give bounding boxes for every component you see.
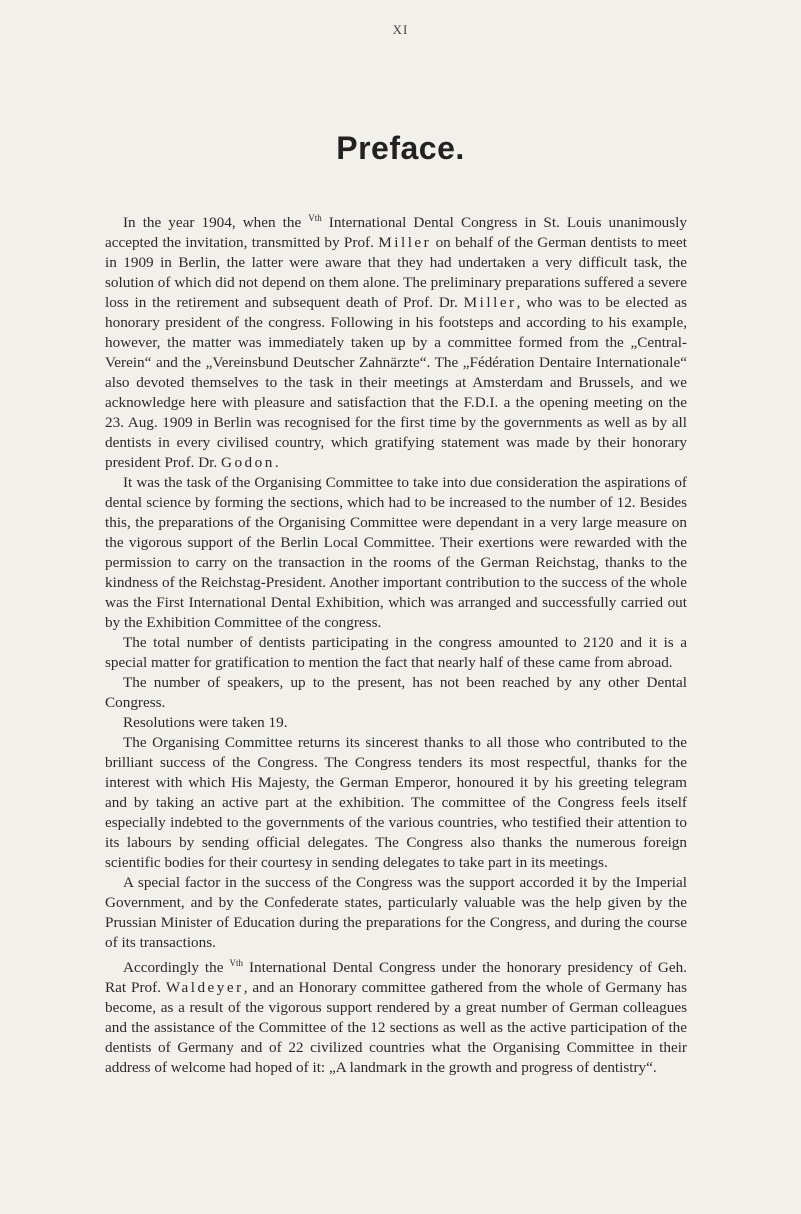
paragraph-2: It was the task of the Organising Committee to take into due consideration the aspirations of dental science by forming the sections, which had to be increased to the number of 12. Besides this, the preparations of the Organising Committee were dependant in a very large measure on the vigorous support of the Berlin Local Committee. Their exertions were rewarded with the permission to carry on the transaction in the rooms of the German Reichstag, thanks to the kindness of the Reichstag-President. Another important contribution to the success of the whole was the First International Dental Exhibition, which was arranged and successfully carried out by the Exhibition Committee of the congress. [105,474,687,632]
name-miller: Miller [463,294,517,312]
preface-body [105,208,687,1078]
paragraph-4: The number of speakers, up to the present, has not been reached by any other Dental Congress. [105,674,687,712]
paragraph-7: A special factor in the success of the Congress was the support accorded it by the Imperial Government, and by the Confederate states, particularly valuable was the help given by the Prussian Minister of Education during the preparations for the Congress, and during the course of its transactions. [105,874,687,952]
paragraph-3: The total number of dentists participating in the congress amounted to 2120 and it is a special matter for gratification to mention the fact that nearly half of these came from abroad. [105,634,687,672]
paragraph-6: The Organising Committee returns its sincerest thanks to all those who contributed to the brilliant success of the Congress. The Congress tenders its most respectful, thanks for the interest with which His Majesty, the German Emperor, honoured it by his greeting telegram and by taking an active part at the exhibition. The committee of the Congress feels itself especially indebted to the governments of the various countries, who testified their attention to its labours by sending official delegates. The Congress also thanks the numerous foreign scientific bodies for their courtesy in sending delegates to take part in its meetings. [105,734,687,872]
name-godon: Godon [221,454,275,472]
page-title: Preface. [336,130,465,166]
page-number: XI [392,22,409,37]
name-miller: Miller [378,234,432,252]
paragraph-5: Resolutions were taken 19. [123,714,288,732]
paragraph-8: Accordingly the $^{Vth}$ International Dental Congress under the honorary presidency of Geh. Rat Prof. Waldeyer, and an Honorary committee gathered from the whole of Germany has become, as a result of the vigorous support rendered by a great number of German colleagues and the assistance of the Committee of the 12 sections as well as the active participation of the dentists of Germany and of 22 civilized countries what the Organising Committee in their address of welcome had hoped of it: „A landmark in the growth and progress of dentistry“. [105,958,687,1077]
paragraph-1: In the year 1904, when the $^{Vth}$ International Dental Congress in St. Louis unanimously accepted the invitation, transmitted by Prof. Miller on behalf of the German dentists to meet in 1909 in Berlin, the latter were aware that they had undertaken a very difficult task, the solution of which did not depend on them alone. The preliminary preparations suffered a severe loss in the retirement and subsequent death of Prof. Dr. Miller, who was to be elected as honorary president of the congress. Following in his footsteps and according to his example, however, the matter was immediately taken up by a committee formed from the „Central-Verein“ and the „Vereinsbund Deutscher Zahnärzte“. The „Fédération Dentaire Internationale“ also devoted themselves to the task in their meetings at Amsterdam and Brussels, and we acknowledge here with pleasure and satisfaction that the F.D.I. a the opening meeting on the 23. Aug. 1909 in Berlin was recognised for the first time by the governments as well as by all dentists in every civilised country, which gratifying statement was made by their honorary president Prof. Dr. Godon. [105,213,687,472]
name-waldeyer: Waldeyer [165,979,244,997]
